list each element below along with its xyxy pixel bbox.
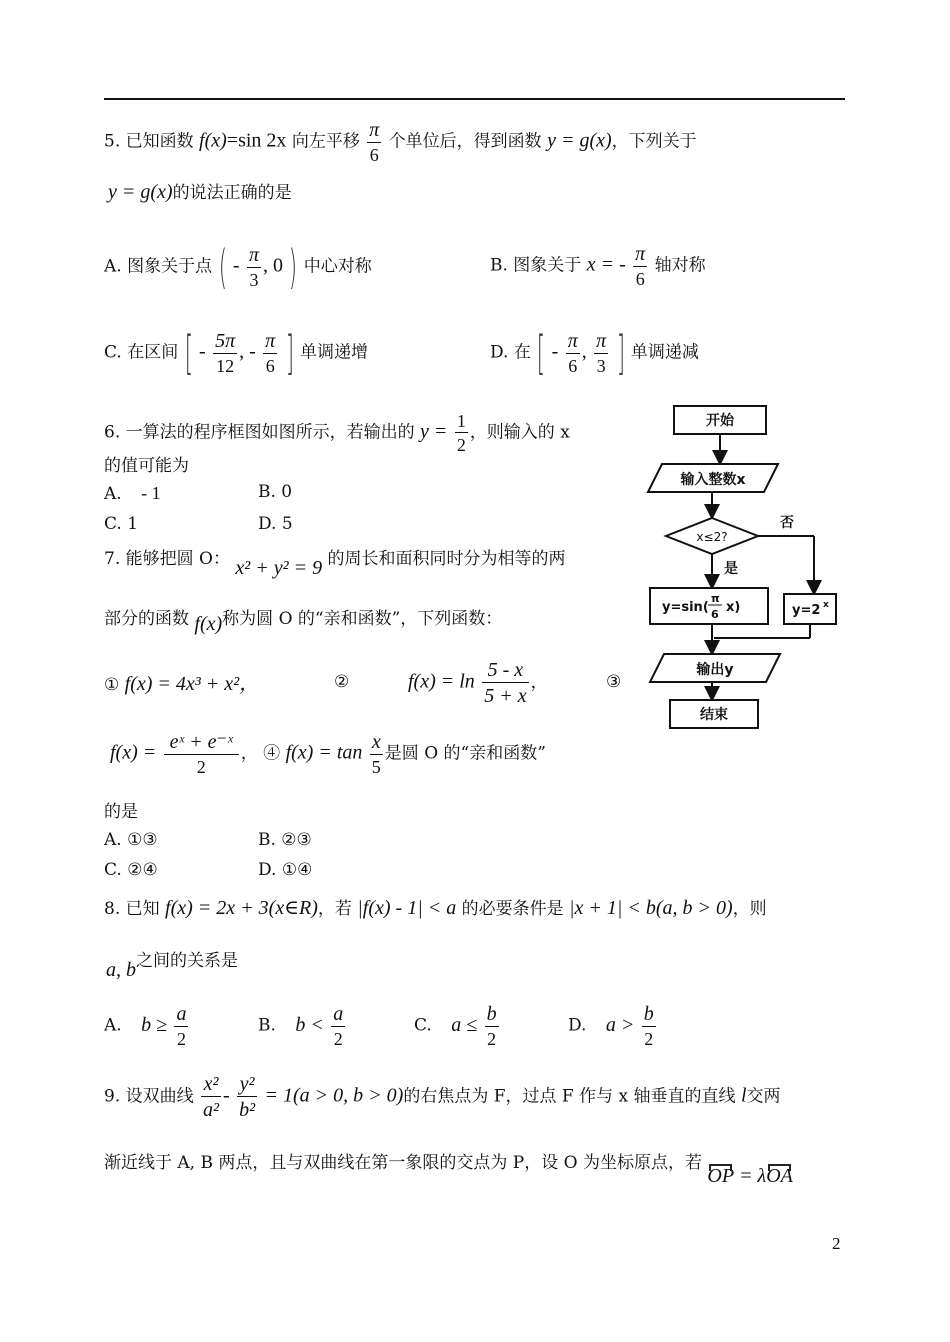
pow-sup: x [823,600,829,610]
q5-stem-1: 5. 已知函数 [104,131,194,152]
q8-c-expr: a ≤ [451,1013,478,1036]
q6-option-d: D. 5 [258,514,293,534]
q7-circle-eq: x² + y² = 9 [235,557,323,579]
q7-stem-1: 7. 能够把圆 O： [104,549,230,569]
q9-eq2: = λ [739,1165,767,1187]
q5-c-text: 单调递增 [299,342,368,363]
q8-stem-2: ，若 [317,899,352,919]
start-label: 开始 [706,413,734,429]
no-label: 否 [780,515,794,531]
condition-label: x≤2? [696,530,728,544]
q8-stem-4: ，则 [732,899,767,919]
q6-option-c: C. 1 [104,514,139,534]
flowchart [640,396,840,736]
q7-stem-5: 的是 [104,802,138,822]
yes-label: 是 [724,561,738,577]
q9-eq: = 1(a > 0, b > 0) [264,1084,404,1107]
q8-stem-5: 之间的关系是 [136,951,238,971]
q7-f2-post: ， [530,672,548,693]
q5-a-minus: - [232,254,240,277]
q9-stem-1: 9. 设双曲线 [104,1086,194,1107]
q7-stem-4: 称为圆 O 的“亲和函数”，下列函数： [222,609,503,629]
q5-line1 [104,120,697,164]
left-bracket: [ [537,326,546,380]
q9-minus: - [223,1084,230,1107]
q5-b-x: x = - [586,253,626,276]
q7-f3 [110,732,546,776]
q7-line2 [104,608,503,635]
right-bracket: ] [616,326,625,380]
q7-f2 [408,660,548,706]
q7-f1-label: ① [104,675,120,695]
q9-stem-2: 的右焦点为 F，过点 F 作与 x 轴垂直的直线 [403,1086,736,1107]
q8-d-label: D. [568,1015,587,1036]
q5-c-label: C. 在区间 [104,342,179,363]
sin-tail: x) [726,600,741,615]
q7-f2-pre: f(x) = ln [408,670,475,693]
q8-d-frac: $\frac{b}{2}$ [643,1003,654,1049]
input-label: 输入整数x [680,472,746,488]
q7-f3-label: ③ [606,672,622,692]
q8-line2 [106,950,238,981]
left-bracket: [ [184,326,193,380]
minus-sign: - [551,340,559,363]
q8-b-label: B. [258,1015,276,1036]
q8-b-expr: b < [295,1013,324,1036]
q8-line1 [104,898,767,918]
q8-option-c [414,1004,501,1048]
q5-c-frac1: $\frac{5\pi}{12}$ [215,330,236,376]
q6-line1 [104,412,570,454]
q7-line1 [104,548,566,579]
q5-stem-3: 个单位后，得到函数 [388,131,542,152]
q5-b-label: B. 图象关于 [490,255,582,276]
q5-a-text: 中心对称 [303,256,372,277]
comma: , [581,340,587,363]
q5-d-text: 单调递减 [630,342,699,363]
q6-stem-3: 的值可能为 [104,456,189,476]
q5-stem-4: ，下列关于 [611,131,697,152]
q7-f3-frac: $\frac{\text{eˣ + e⁻ˣ}}{2}$ [164,732,239,776]
q7-option-c: C. ②④ [104,860,158,880]
right-paren: ) [289,240,298,294]
q8-c-frac: $\frac{b}{2}$ [486,1003,497,1049]
q8-stem-1: 8. 已知 [104,899,160,919]
q5-d-frac2: $\frac{\pi}{3}$ [596,330,607,376]
q6-a-label: A. [104,484,122,504]
q6-option-b: B. 0 [258,482,293,502]
q8-ab: a, b [106,959,136,981]
q7-f4-pre: f(x) = tan [285,741,363,764]
q5-line2 [108,182,292,202]
q7-f2-frac: $\frac{5 - x}{5 + x}$ [484,659,527,707]
q9-stem-4: 渐近线于 A, B 两点，且与双曲线在第一象限的交点为 P，设 O 为坐标原点，若 [104,1153,702,1173]
q5-stem-2: 向左平移 [291,131,360,152]
q6-option-a [104,484,161,503]
q9-frac1: $\frac{\text{x²}}{\text{a²}}$ [203,1073,220,1121]
q5-gx: y = g(x) [547,129,612,152]
q8-c-label: C. [414,1015,432,1036]
output-label: 输出y [696,662,734,678]
q9-frac2: $\frac{\text{y²}}{\text{b²}}$ [239,1073,256,1121]
q7-f3-post: ， [240,743,258,764]
q5-a-zero: , 0 [262,254,283,277]
q9-l: l [740,1084,747,1107]
q9-oa-vector: OA [766,1165,793,1187]
q7-f4-post: 是圆 O 的“亲和函数” [384,743,546,764]
q5-option-b [490,244,706,288]
q8-option-b [258,1004,347,1048]
q5-sin2x: =sin 2x [226,129,287,152]
q5-stem-5: 的说法正确的是 [172,183,292,203]
q5-gx-2: y = g(x) [108,181,173,203]
page-number: 2 [832,1234,841,1253]
q7-f3-pre: f(x) = [110,741,157,764]
q7-fx: f(x) [194,613,223,635]
q5-c-frac2: $\frac{\pi}{6}$ [265,330,276,376]
q8-option-a [104,1004,190,1048]
q8-a-frac: $\frac{a}{2}$ [176,1003,187,1049]
q8-stem-3: 的必要条件是 [461,899,564,919]
header-rule [104,98,845,100]
minus-sign: - [198,340,206,363]
q8-fx: f(x) = 2x + 3(x∈R) [165,897,318,919]
q5-b-text: 轴对称 [654,255,706,276]
q7-stem-2: 的周长和面积同时分为相等的两 [327,549,566,569]
q5-option-c [104,326,368,380]
q7-f4-frac: $\frac{x}{5}$ [371,731,381,777]
q7-f1 [104,674,259,694]
q9-line2 [104,1152,793,1187]
q5-option-a [104,240,372,294]
q6-a-value: - 1 [141,483,161,503]
sin-label: y=sin( [662,600,709,615]
q6-stem-1: 6. 一算法的程序框图如图所示，若输出的 [104,422,415,443]
sin-num: π [711,592,720,605]
q8-a-label: A. [104,1015,122,1036]
q7-f4-label: ④ [263,743,281,764]
q8-a-expr: b ≥ [141,1013,168,1036]
q7-f1-expr: f(x) = 4x³ + x²， [124,673,260,695]
q7-option-a: A. ①③ [104,830,158,850]
q8-cond1: |f(x) - 1| < a [357,897,457,919]
q6-stem-2: ，则输入的 x [469,422,570,443]
q8-cond2: |x + 1| < b(a, b > 0) [569,897,733,919]
right-bracket: ] [285,326,294,380]
comma: , - [239,340,256,363]
q7-f2-label: ② [334,672,350,692]
q7-option-b: B. ②③ [258,830,312,850]
pow-label: y=2 [792,603,821,618]
q5-a-frac: $\frac{\pi}{3}$ [248,244,259,290]
q8-option-d [568,1004,658,1048]
q9-line1 [104,1074,781,1120]
left-paren: ( [218,240,227,294]
sin-den: 6 [711,608,719,621]
end-label: 结束 [700,707,728,723]
q5-a-label: A. 图象关于点 [104,256,213,277]
q8-d-expr: a > [605,1013,635,1036]
q9-op-vector: OP [707,1165,735,1187]
q5-fx: f(x) [199,129,227,152]
q5-b-frac: $\frac{\pi}{6}$ [635,243,646,289]
q5-shift-frac: $\frac{\pi}{6}$ [369,119,380,165]
q8-b-frac: $\frac{a}{2}$ [333,1003,344,1049]
q5-option-d [490,326,699,380]
q5-d-label: D. 在 [490,342,531,363]
q6-frac: $\frac{1}{2}$ [456,411,466,455]
q5-d-frac1: $\frac{\pi}{6}$ [567,330,578,376]
q6-y: y = [420,420,448,443]
q9-stem-3: 交两 [746,1086,781,1107]
q7-option-d: D. ①④ [258,860,313,880]
q7-stem-3: 部分的函数 [104,609,189,629]
